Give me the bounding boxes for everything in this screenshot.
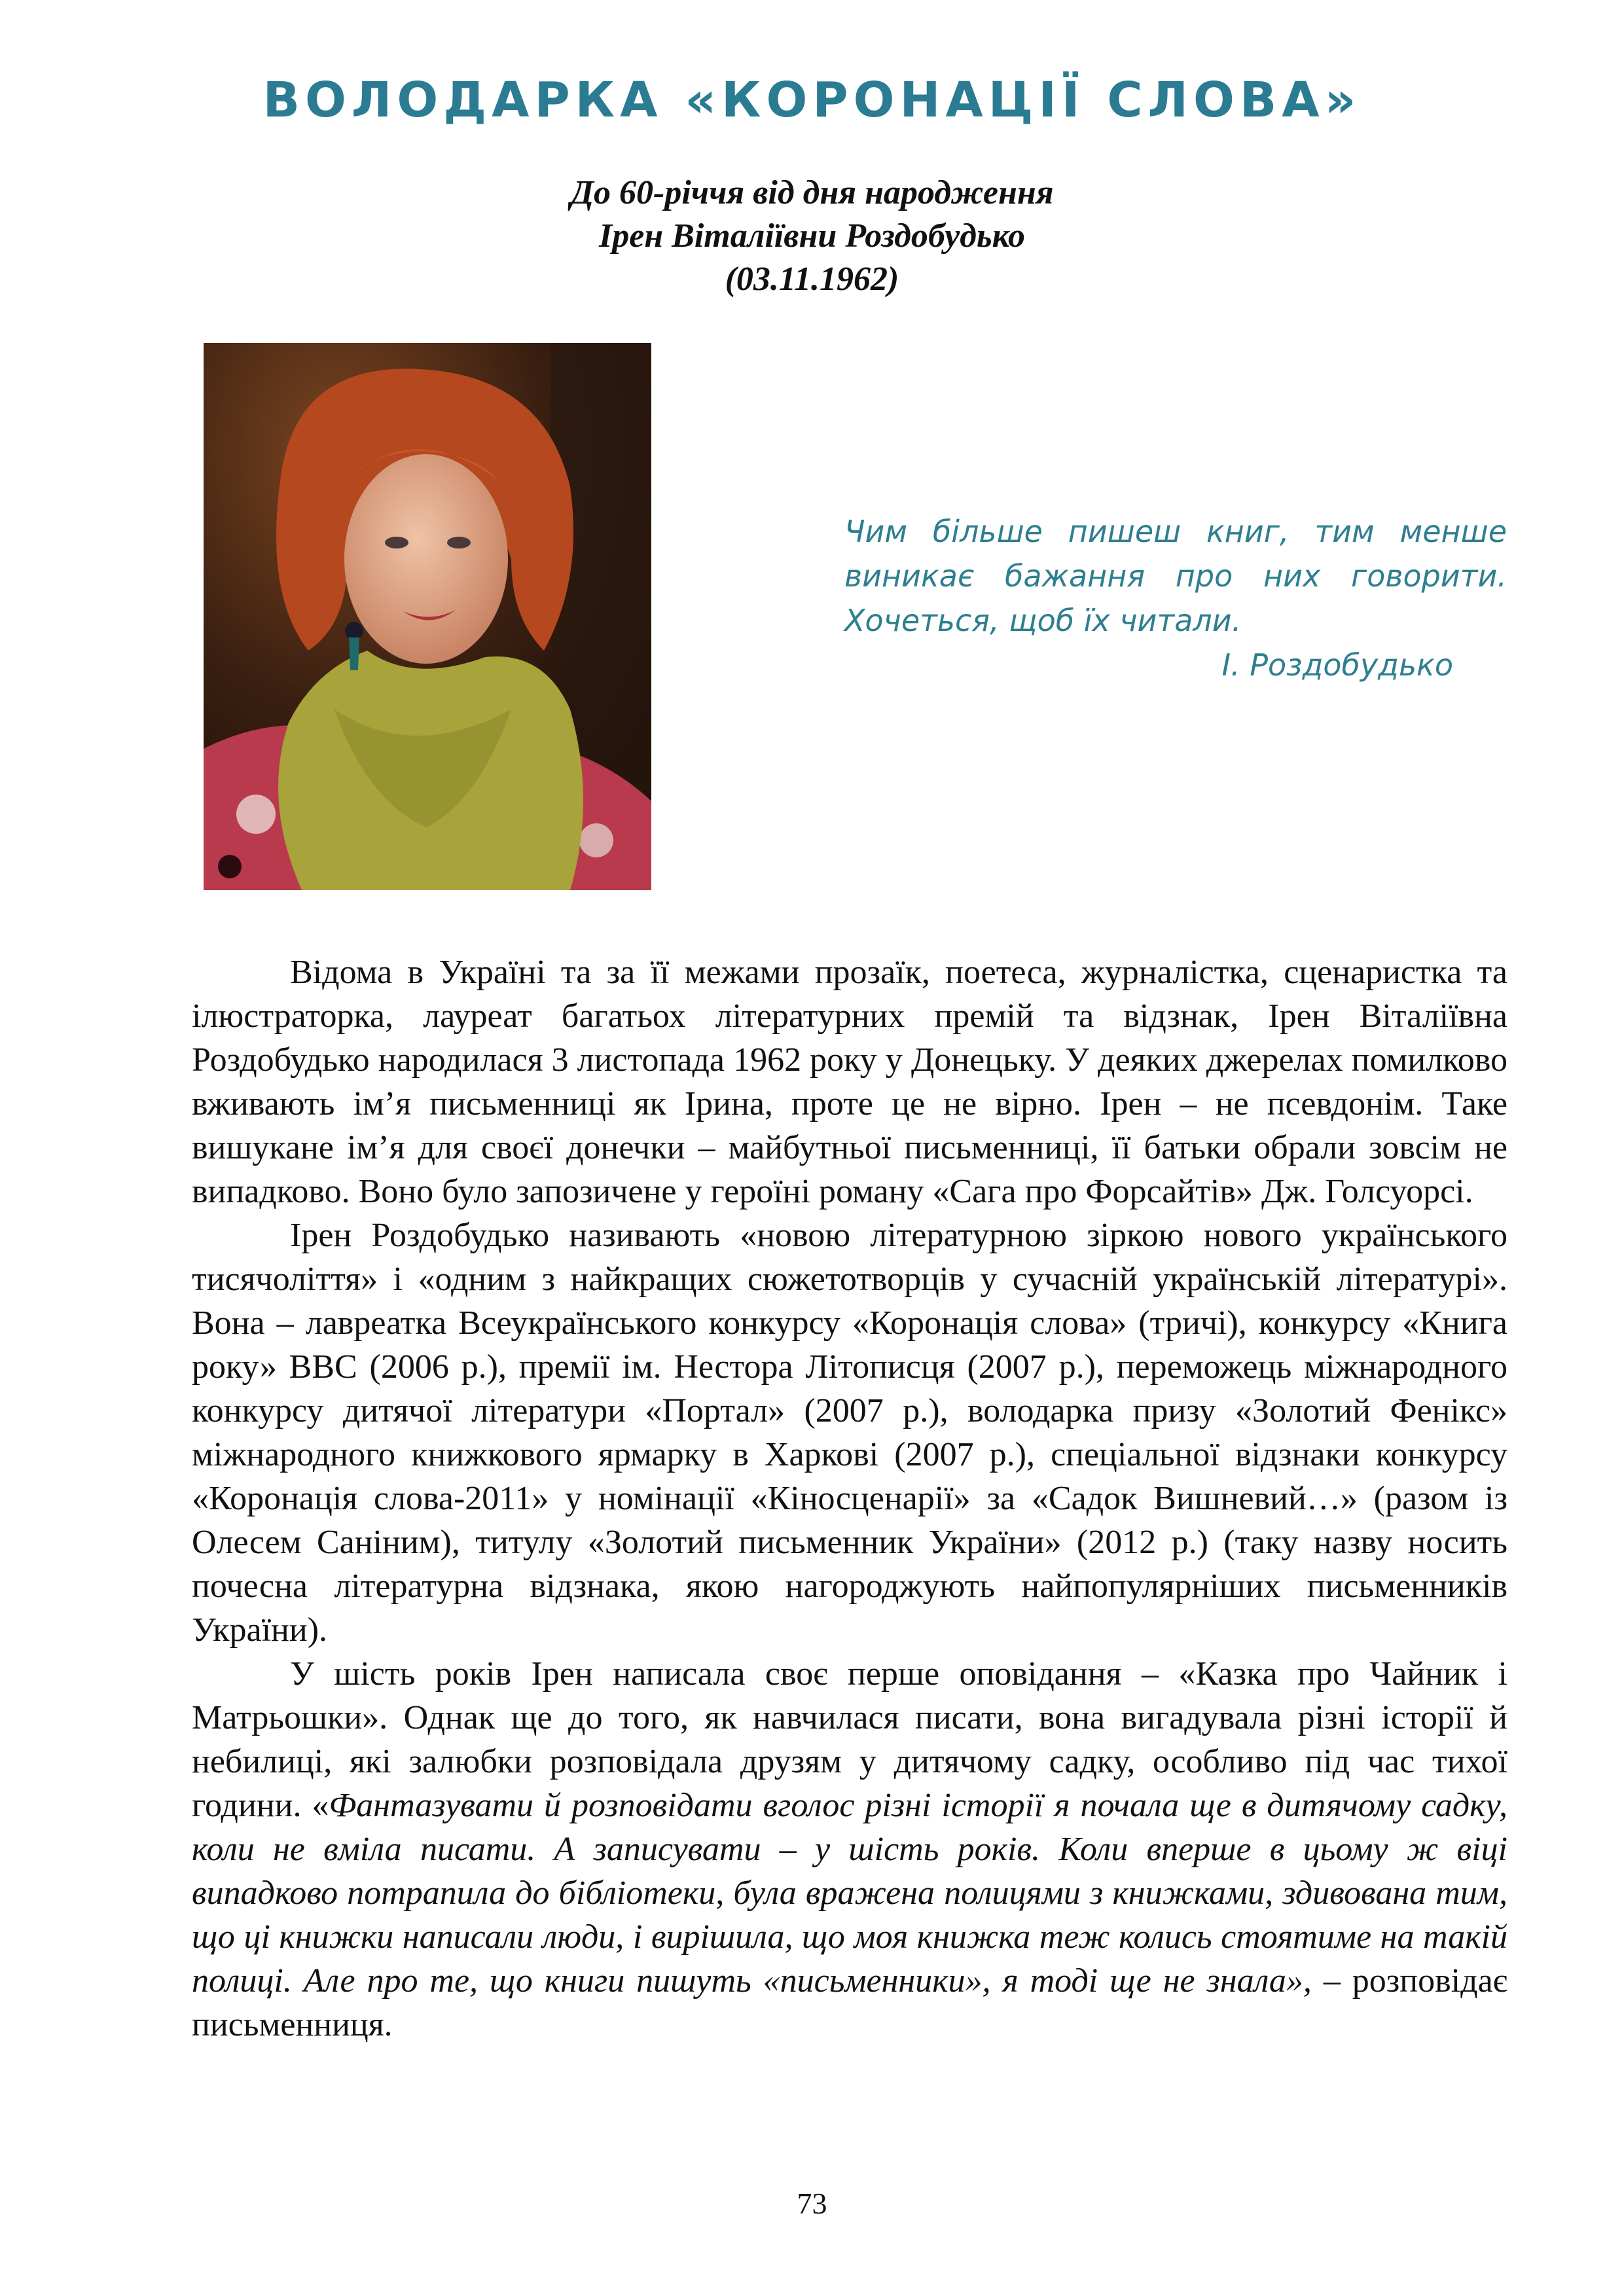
portrait-illustration bbox=[204, 343, 651, 890]
portrait-photo bbox=[204, 343, 651, 890]
epigraph-line: Чим більше пишеш книг, тим менше bbox=[844, 514, 1507, 549]
epigraph bbox=[844, 509, 1507, 687]
subtitle-line: До 60-річчя від дня народження bbox=[570, 174, 1054, 211]
subtitle bbox=[0, 171, 1624, 301]
page-number: 73 bbox=[797, 2187, 827, 2220]
epigraph-line: Хочеться, щоб їх читали. bbox=[844, 603, 1242, 638]
page-title: ВОЛОДАРКА «КОРОНАЦІЇ СЛОВА» bbox=[262, 72, 1362, 128]
paragraph: Відома в Україні та за її межами прозаїк, поетеса, журналістка, сценаристка та ілюстраторка, лауреат багатьох літературних премій та відзнак, Ірен Віталіївна Роздобудько народилася 3 листопада 1962 року у Донецьку. У деяких джерелах помилково вживають ім’я письменниці як Ірина, проте це не вірно. Ірен – не псевдонім. Таке вишукане ім’я для своєї донечки – майбутньої письменниці, її батьки обрали зовсім не випадково. Воно було запозичене у героїні роману «Сага про Форсайтів» Дж. Голсуорсі. bbox=[192, 954, 1507, 1210]
paragraph-text: розповідає письменниця. bbox=[192, 1962, 1507, 2043]
paragraph bbox=[192, 1652, 1507, 2047]
paragraph-text: У шість років Ірен написала своє перше оповідання – «Казка про Чайник і Матрьошки». Однак ще до того, як навчилася писати, вона вигадувала різні історії й небилиці, які залюбки розповідала друзям у дитячому садку, особливо під час тихої години. « bbox=[192, 1655, 1507, 1824]
epigraph-line: виникає бажання про них говорити. bbox=[844, 558, 1507, 594]
epigraph-author: І. Роздобудько bbox=[1221, 647, 1453, 683]
subtitle-line: (03.11.1962) bbox=[725, 260, 899, 298]
paragraph: Ірен Роздобудько називають «новою літературною зіркою нового українського тисячоліття» і «одним з найкращих сюжетотворців у сучасній українській літературі». Вона – лавреатка Всеукраїнського конкурсу «Коронація слова» (тричі), конкурсу «Книга року» BBC (2006 р.), премії ім. Нестора Літописця (2007 р.), переможець міжнародного конкурсу дитячої літератури «Портал» (2007 р.), володарка призу «Золотий Фенікс» міжнародного книжкового ярмарку в Харкові (2007 р.), спеціальної відзнаки конкурсу «Коронація слова-2011» у номінації «Кіносценарії» за «Садок Вишневий…» (разом із Олесем Саніним), титулу «Золотий письменник України» (2012 р.) (таку назву носить почесна літературна відзнака, якою нагороджують найпопулярніших письменників України). bbox=[192, 1217, 1507, 1649]
article-body bbox=[192, 950, 1507, 2047]
quote-text: Фантазувати й розповідати вголос різні історії я почала ще в дитячому садку, коли не вміла писати. А записувати – у шість років. Коли вперше в цьому ж віці випадково потрапила до бібліотеки, була вражена полицями з книжками, здивована тим, що ці книжки написали люди, і вирішила, що моя книжка теж колись стоятиме на такій полиці. Але про те, що книги пишуть «письменники», я тоді ще не знала», – bbox=[192, 1787, 1507, 2000]
subtitle-line: Ірен Віталіївни Роздобудько bbox=[598, 217, 1026, 255]
